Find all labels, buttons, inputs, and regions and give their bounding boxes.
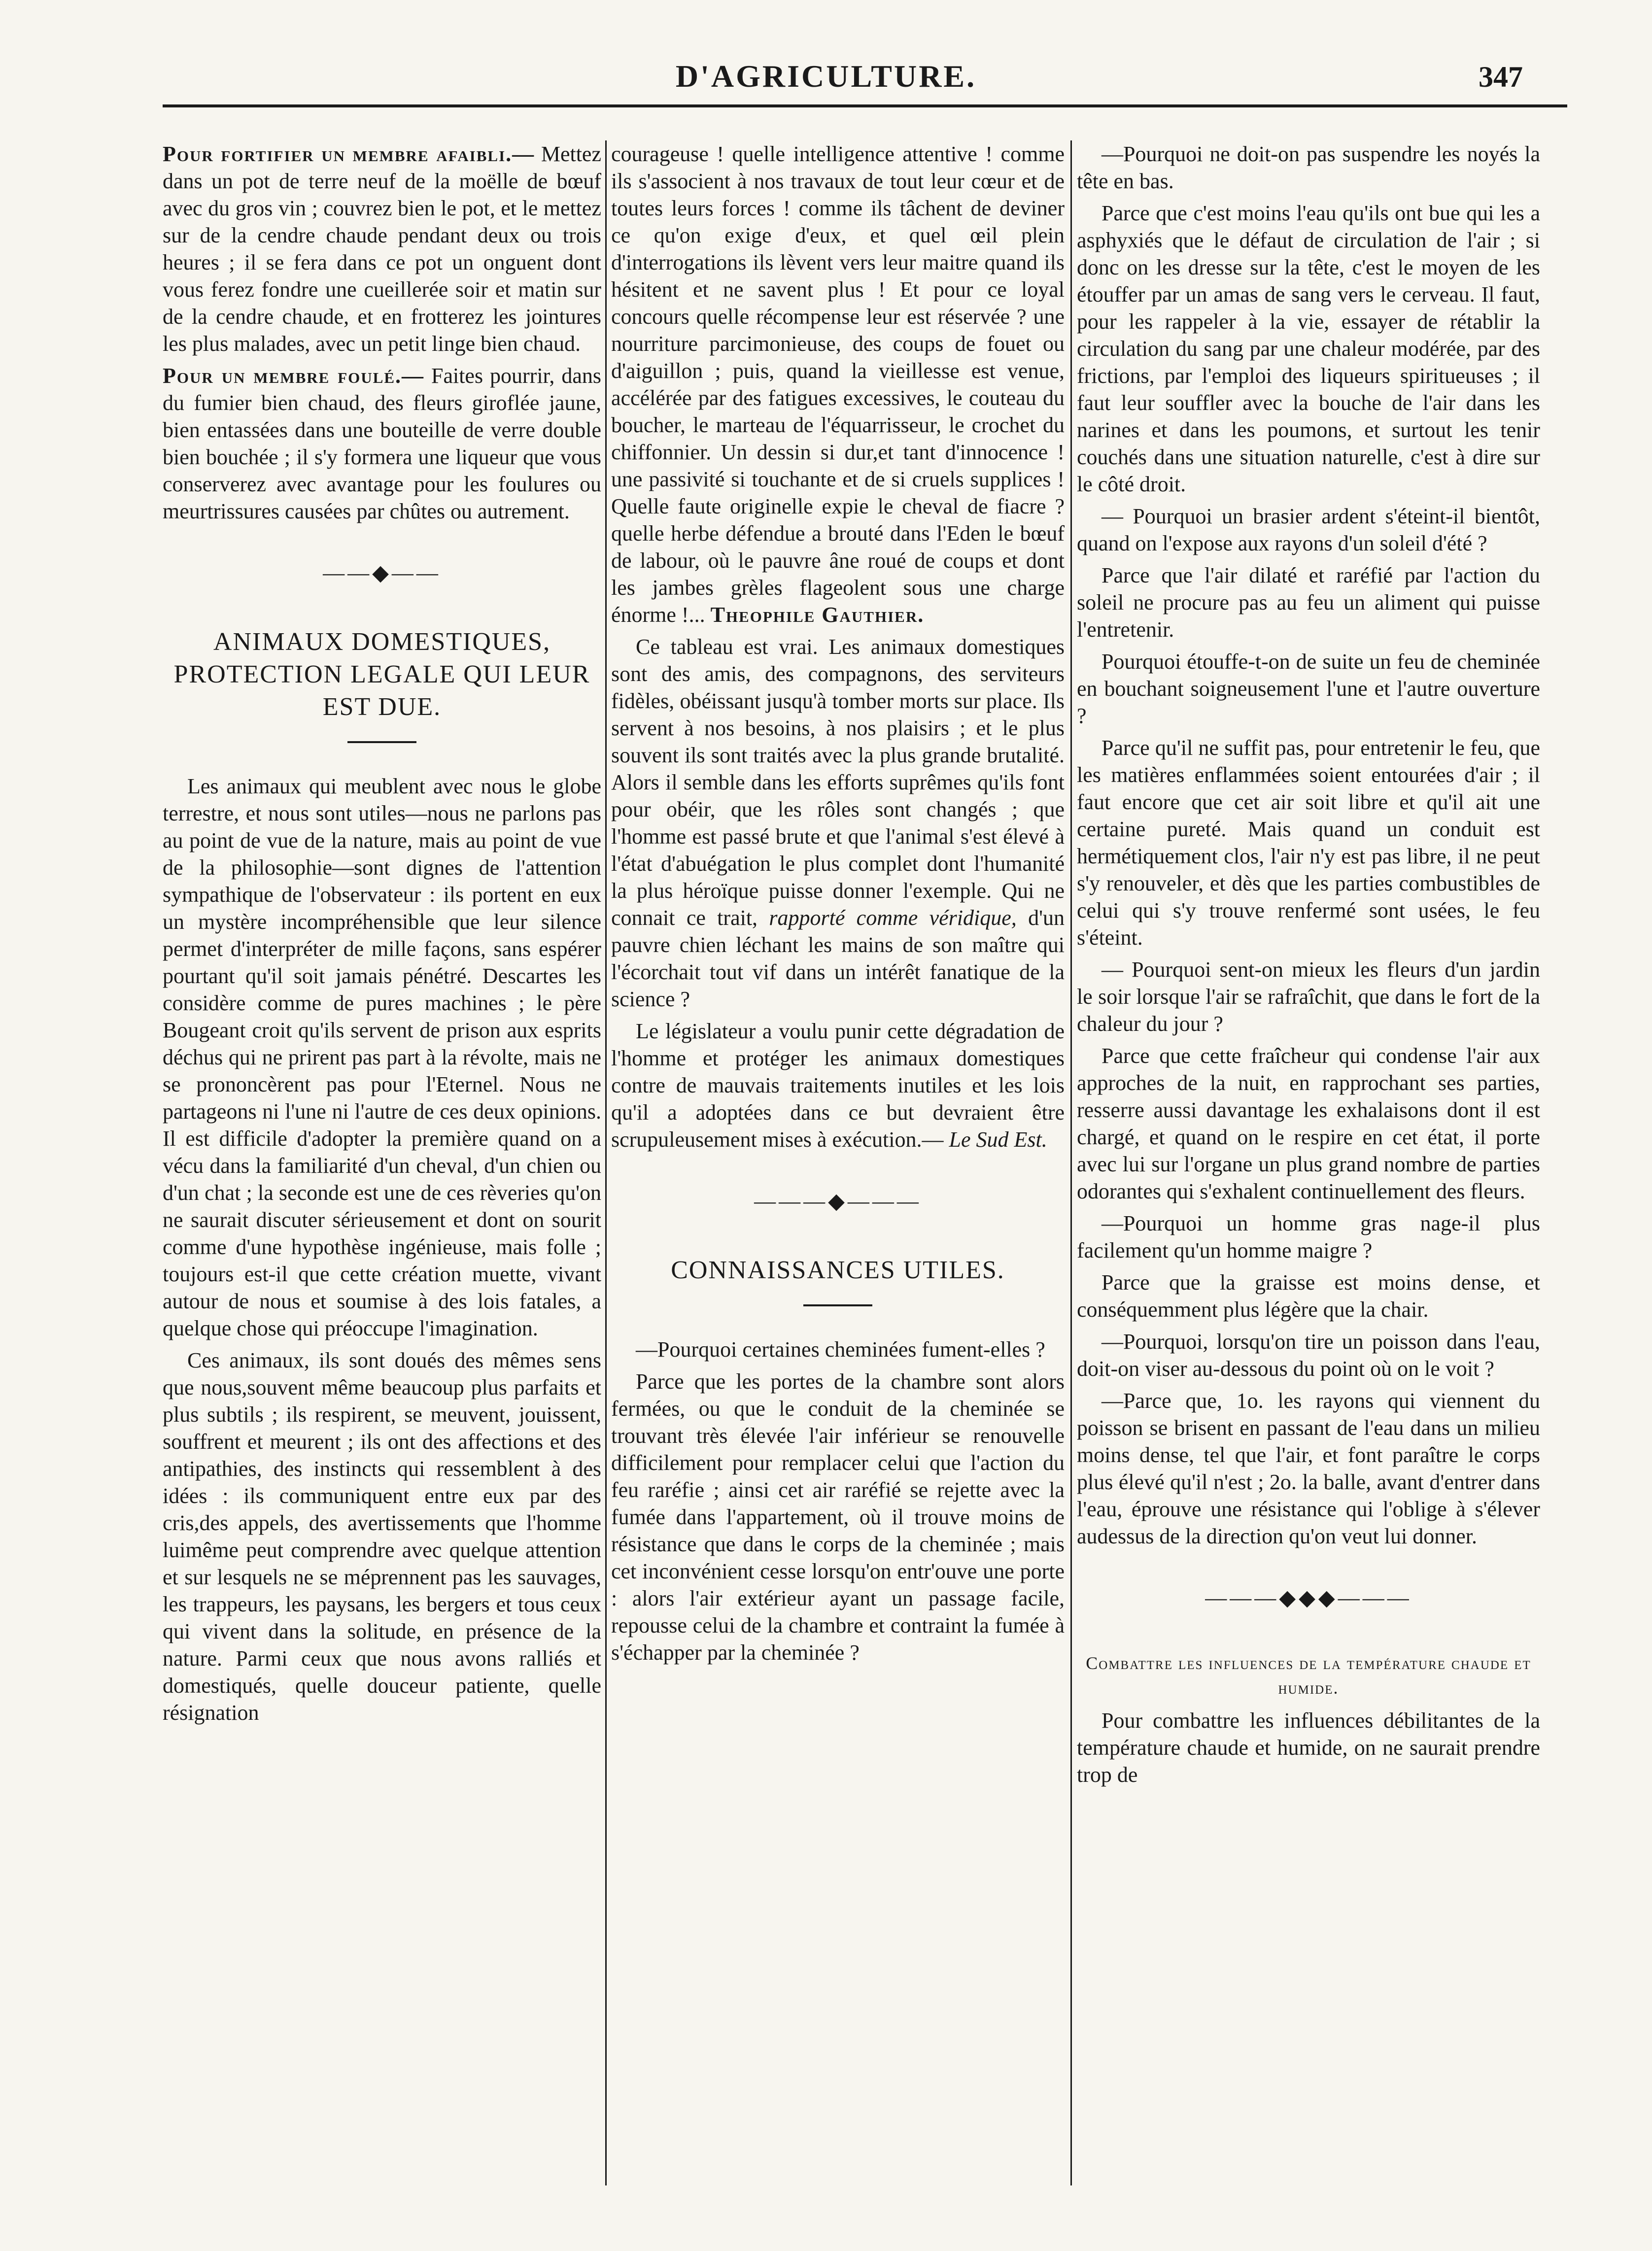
paragraph-membre-foule	[163, 362, 601, 525]
paragraph	[611, 1018, 1065, 1153]
paragraph-fortifier	[163, 140, 601, 357]
paragraph: Ces animaux, ils sont doués des mêmes sens que nous,souvent même beaucoup plus parfaits et plus subtils ; ils respirent, se meuvent, jouissent, souffrent et meurent ; ils ont des affections et des antipathies, des instincts qui ressemblent à des idées : ils communiquent entre eux par des cris,des appels, des avertissements que l'homme luimême peut comprendre avec quelque attention et sur lesquels ne se méprennent pas les sauvages, les trappeurs, les paysans, les bergers et tous ceux qui vivent dans la solitude, en présence de la nature. Parmi ceux que nous avons ralliés et domestiqués, quelle douceur patiente, quelle résignation	[163, 1348, 601, 1725]
running-header-title: D'AGRICULTURE.	[675, 59, 977, 94]
quote-author: Theophile Gauthier.	[710, 603, 925, 627]
short-rule	[347, 741, 416, 743]
paragraph: Parce que l'air dilaté et raréfié par l'action du soleil ne procure pas au feu un aliment qui puisse l'entretenir.	[1077, 563, 1540, 642]
ornament-divider: ———◆———	[754, 1189, 922, 1213]
paragraph-text: d'un pauvre chien léchant les mains de son maître qui l'écorchait tout vif dans un intérêt fanatique de la science ?	[611, 906, 1065, 1011]
section-title-connaissances: CONNAISSANCES UTILES.	[671, 1256, 1005, 1284]
paragraph-italic: rapporté comme véridique,	[769, 906, 1017, 930]
short-rule	[803, 1304, 872, 1306]
paragraph: Les animaux qui meublent avec nous le globe terrestre, et nous sont utiles—nous ne parlons pas au point de vue de la nature, mais au point de vue de la philosophie—sont dignes de l'attention sympathique de l'observateur : ils portent en eux un mystère incompréhensible que leur silence permet d'interpréter de mille façons, sans espérer pourtant qu'il soit jamais pénétré. Descartes les considère comme de pures machines ; le père Bougeant croit qu'ils servent de prison aux esprits déchus qui ne prirent pas part à la révolte, mais ne se prononcèrent pas pour l'Eternel. Nous ne partageons ni l'une ni l'autre de ces deux opinions. Il est difficile d'adopter la première quand on a vécu dans la familiarité d'un cheval, d'un chien ou d'un chat ; la seconde est une de ces rèveries qu'on ne saurait discuter sérieusement et dont on sourit comme d'une hypothèse ingénieuse, mais folle ; toujours est-il que cette création muette, vivant autour de nous et soumise à des lois fatales, a quelque chose qui préoccupe l'imagination.	[163, 774, 601, 1340]
paragraph-question: Pourquoi étouffe-t-on de suite un feu de cheminée en bouchant soigneusement l'une et l'autre ouverture ?	[1077, 649, 1540, 728]
paragraph: Parce que les portes de la chambre sont alors fermées, ou que le conduit de la cheminée se trouvant très élevée l'air inférieur se renouvelle difficilement pour remplacer celui que l'action du feu raréfie ; ainsi cet air raréfié se rejette avec la fumée dans l'appartement, où il trouve moins de résistance que dans le corps de la cheminée ; mais cet inconvénient cesse lorsqu'on entr'ouve une porte : alors l'air extérieur ayant un passage facile, repousse celui de la chambre et contraint la fumée à s'échapper par la cheminée ?	[611, 1369, 1065, 1665]
quote-text: courageuse ! quelle intelligence attentive ! comme ils s'associent à nos travaux de tout leur cœur et de toutes leurs forces ! comme ils tâchent de deviner ce qu'on exige d'eux, et quel œil plein d'interrogations ils lèvent vers leur maitre quand ils hésitent et ne savent plus ! Et pour ce loyal concours quelle récompense leur est réservée ? une nourriture parcimonieuse, des coups de fouet ou d'aiguillon ; puis, quand la vieillesse est venue, accélérée par des fatigues excessives, le couteau du boucher, le marteau de l'équarrisseur, le crochet du chiffonnier. Un dessin si dur,et tant d'innocence ! une passivité si touchante et de si cruels supplices ! Quelle faute originelle expie le cheval de fiacre ? quelle herbe défendue a brouté dans l'Eden le bœuf de labour, où le pauvre âne roué de coups et dont les jambes grèles flageolent sous une charge énorme !...	[611, 142, 1065, 627]
ornament-divider: ——◆——	[323, 561, 441, 585]
paragraph-continued	[611, 140, 1065, 628]
paragraph-question: —Pourquoi certaines cheminées fument-elles ?	[636, 1337, 1045, 1362]
column-2	[611, 140, 1065, 2210]
paragraph-question: — Pourquoi sent-on mieux les fleurs d'un jardin le soir lorsque l'air se rafraîchit, que dans le fort de la chaleur du jour ?	[1077, 957, 1540, 1036]
recipe-text: Mettez dans un pot de terre neuf de la moëlle de bœuf avec du gros vin ; couvrez bien le pot, et le mettez sur de la cendre chaude pendant deux ou trois heures ; il se fera dans ce pot un onguent dont vous ferez fondre une cueillerée soir et matin sur de la cendre chaude, et en frotterez les jointures les plus malades, avec un petit linge bien chaud.	[163, 142, 601, 356]
paragraph-text: Ce tableau est vrai. Les animaux domestiques sont des amis, des compagnons, des serviteurs fidèles, obéissant jusqu'à tomber morts sur place. Ils servent à nos besoins, à nos plaisirs ; et le plus souvent ils sont traités avec la plus grande brutalité. Alors il semble dans les efforts suprêmes qu'ils font pour obéir, que les rôles sont changés ; que l'homme est passé brute et que l'animal s'est élevé à l'état d'abuégation le plus complet dont l'humanité la plus héroïque puisse donner l'exemple. Qui ne connait ce trait,	[611, 635, 1065, 930]
paragraph: Pour combattre les influences débilitantes de la température chaude et humide, on ne saurait prendre trop de	[1077, 1708, 1540, 1787]
paragraph-question: — Pourquoi un brasier ardent s'éteint-il bientôt, quand on l'expose aux rayons d'un soleil d'été ?	[1077, 504, 1540, 555]
paragraph: Parce que cette fraîcheur qui condense l'air aux approches de la nuit, en rapprochant ses parties, resserre aussi davantage les exhalaisons dont il est chargé, et quand on le respire en cet état, il porte avec lui sur l'organe un plus grand nombre de parties odorantes qui s'exhalent continuellement des fleurs.	[1077, 1044, 1540, 1203]
section-title-combattre: Combattre les influences de la température chaude et humide.	[1086, 1653, 1531, 1698]
recipe-heading: Pour fortifier un membre afaibli.—	[163, 142, 535, 166]
recipe-heading: Pour un membre foulé.—	[163, 364, 425, 388]
page-number: 347	[1479, 61, 1523, 93]
column-divider-1	[605, 140, 607, 2185]
paragraph-question: —Pourquoi, lorsqu'on tire un poisson dans l'eau, doit-on viser au-dessous du point où on le voit ?	[1077, 1330, 1540, 1381]
source-credit: Le Sud Est.	[949, 1127, 1047, 1152]
recipe-text: Faites pourrir, dans du fumier bien chaud, des fleurs giroflée jaune, bien entassées dans une bouteille de verre double bien bouchée ; il s'y formera une liqueur que vous conserverez avec avantage pour les foulures ou meurtrissures causées par chûtes ou autrement.	[163, 364, 601, 523]
section-title-animaux: ANIMAUX DOMESTIQUES, PROTECTION LEGALE QUI LEUR EST DUE.	[173, 628, 590, 721]
column-1	[163, 140, 601, 2210]
paragraph: Parce que la graisse est moins dense, et conséquemment plus légère que la chair.	[1077, 1270, 1540, 1322]
header-rule	[163, 104, 1567, 107]
column-3	[1077, 140, 1540, 2210]
paragraph: Parce que c'est moins l'eau qu'ils ont bue qui les a asphyxiés que le défaut de circulation de l'air ; si donc on les dresse sur la tête, c'est le moyen de les étouffer par un amas de sang vers le cerveau. Il faut, pour les rappeler à la vie, essayer de rétablir la circulation du sang par une chaleur modérée, par des frictions, par l'emploi des liqueurs spiritueuses ; il faut leur souffler avec la bouche de l'air dans les narines et dans les poumons, et surtout les tenir couchés dans une situation naturelle, c'est à dire sur le côté droit.	[1077, 201, 1540, 496]
paragraph	[611, 633, 1065, 1013]
paragraph: Parce qu'il ne suffit pas, pour entretenir le feu, que les matières enflammées soient entourées d'air ; il faut encore que cet air soit libre et qu'il ait une certaine pureté. Mais quand un conduit est hermétiquement clos, l'air n'y est pas libre, il ne peut s'y renouveler, et dès que les parties combustibles de celui qui s'y trouve renfermé sont usées, le feu s'éteint.	[1077, 736, 1540, 950]
ornament-divider: ———◆◆◆———	[1205, 1586, 1412, 1610]
paragraph-question: —Pourquoi ne doit-on pas suspendre les noyés la tête en bas.	[1077, 142, 1540, 193]
paragraph: —Parce que, 1o. les rayons qui viennent du poisson se brisent en passant de l'eau dans un milieu moins dense, tel que l'air, et font paraître le corps plus élevé qu'il n'est ; 2o. la balle, avant d'entrer dans l'eau, éprouve une résistance qui l'oblige à s'élever audessus de la direction qu'on veut lui donner.	[1077, 1389, 1540, 1548]
paragraph-text: Le législateur a voulu punir cette dégradation de l'homme et protéger les animaux domestiques contre de mauvais traitements inutiles et les lois qu'il a adoptées dans ce but devraient être scrupuleusement mises à exécution.—	[611, 1019, 1065, 1152]
column-divider-2	[1070, 140, 1072, 2185]
paragraph-question: —Pourquoi un homme gras nage-il plus facilement qu'un homme maigre ?	[1077, 1211, 1540, 1262]
